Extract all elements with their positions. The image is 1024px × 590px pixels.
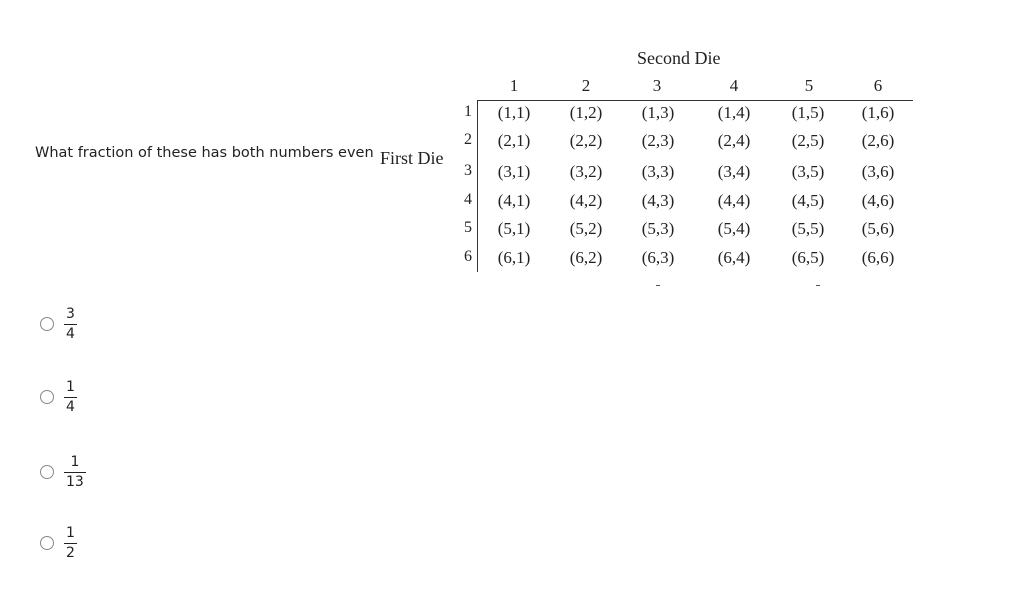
radio-button[interactable] (40, 390, 54, 404)
fraction (64, 306, 77, 343)
answer-option-1-13[interactable] (40, 444, 86, 500)
fraction-denominator: 4 (66, 325, 75, 342)
table-cell: (5,5) (791, 219, 825, 238)
column-header: 2 (581, 76, 591, 95)
table-vertical-rule (477, 100, 478, 272)
table-cell: (4,1) (497, 191, 531, 210)
question-text: What fraction of these has both numbers even (35, 145, 374, 161)
fraction-denominator: 13 (66, 473, 84, 490)
table-cell: (5,4) (717, 219, 751, 238)
table-cell: (4,2) (569, 191, 603, 210)
table-cell: (6,3) (641, 248, 675, 267)
table-cell: (4,6) (861, 191, 895, 210)
fraction-bar (64, 397, 77, 398)
table-cell: (1,5) (791, 103, 825, 122)
table-cell: (3,5) (791, 162, 825, 181)
table-cell: (3,3) (641, 162, 675, 181)
table-cell: (3,1) (497, 162, 531, 181)
radio-button[interactable] (40, 465, 54, 479)
table-cell: (1,1) (497, 103, 531, 122)
table-cell: (2,3) (641, 131, 675, 150)
table-cell: (1,4) (717, 103, 751, 122)
table-cell: (4,5) (791, 191, 825, 210)
fraction (64, 525, 77, 562)
answer-option-1-2[interactable] (40, 515, 77, 571)
table-cell: (2,2) (569, 131, 603, 150)
table-cell: (4,4) (717, 191, 751, 210)
table-cell: (6,1) (497, 248, 531, 267)
table-cell: (5,3) (641, 219, 675, 238)
fraction-bar (64, 543, 77, 544)
answer-option-3-4[interactable] (40, 296, 77, 352)
column-header: 4 (729, 76, 739, 95)
fraction-bar (64, 324, 77, 325)
scan-artifact-mark (656, 285, 660, 286)
fraction-bar (64, 472, 86, 473)
table-horizontal-rule (477, 100, 913, 101)
column-header: 5 (804, 76, 814, 95)
table-cell: (1,3) (641, 103, 675, 122)
table-cell: (3,6) (861, 162, 895, 181)
table-cell: (4,3) (641, 191, 675, 210)
table-cell: (6,4) (717, 248, 751, 267)
fraction-denominator: 2 (66, 544, 75, 561)
row-header: 3 (464, 162, 472, 179)
table-cell: (3,2) (569, 162, 603, 181)
table-cell: (5,6) (861, 219, 895, 238)
column-header: 6 (873, 76, 883, 95)
row-header: 6 (464, 248, 472, 265)
fraction (64, 379, 77, 416)
row-header: 5 (464, 219, 472, 236)
table-cell: (6,6) (861, 248, 895, 267)
first-die-label: First Die (380, 148, 444, 168)
table-cell: (2,1) (497, 131, 531, 150)
table-cell: (2,5) (791, 131, 825, 150)
table-cell: (2,4) (717, 131, 751, 150)
column-header: 1 (509, 76, 519, 95)
fraction-numerator: 1 (66, 378, 75, 395)
fraction-denominator: 4 (66, 398, 75, 415)
table-cell: (6,2) (569, 248, 603, 267)
fraction-numerator: 1 (70, 453, 80, 470)
table-cell: (5,1) (497, 219, 531, 238)
second-die-label: Second Die (637, 48, 721, 68)
table-cell: (2,6) (861, 131, 895, 150)
answer-option-1-4[interactable] (40, 369, 77, 425)
scan-artifact-mark (816, 285, 820, 286)
table-cell: (3,4) (717, 162, 751, 181)
row-header: 1 (464, 103, 472, 120)
table-cell: (6,5) (791, 248, 825, 267)
radio-button[interactable] (40, 536, 54, 550)
fraction-numerator: 1 (66, 524, 75, 541)
radio-button[interactable] (40, 317, 54, 331)
fraction (64, 454, 86, 491)
table-cell: (1,2) (569, 103, 603, 122)
table-cell: (1,6) (861, 103, 895, 122)
fraction-numerator: 3 (66, 305, 75, 322)
table-cell: (5,2) (569, 219, 603, 238)
row-header: 2 (464, 131, 472, 148)
column-header: 3 (652, 76, 662, 95)
row-header: 4 (464, 191, 472, 208)
